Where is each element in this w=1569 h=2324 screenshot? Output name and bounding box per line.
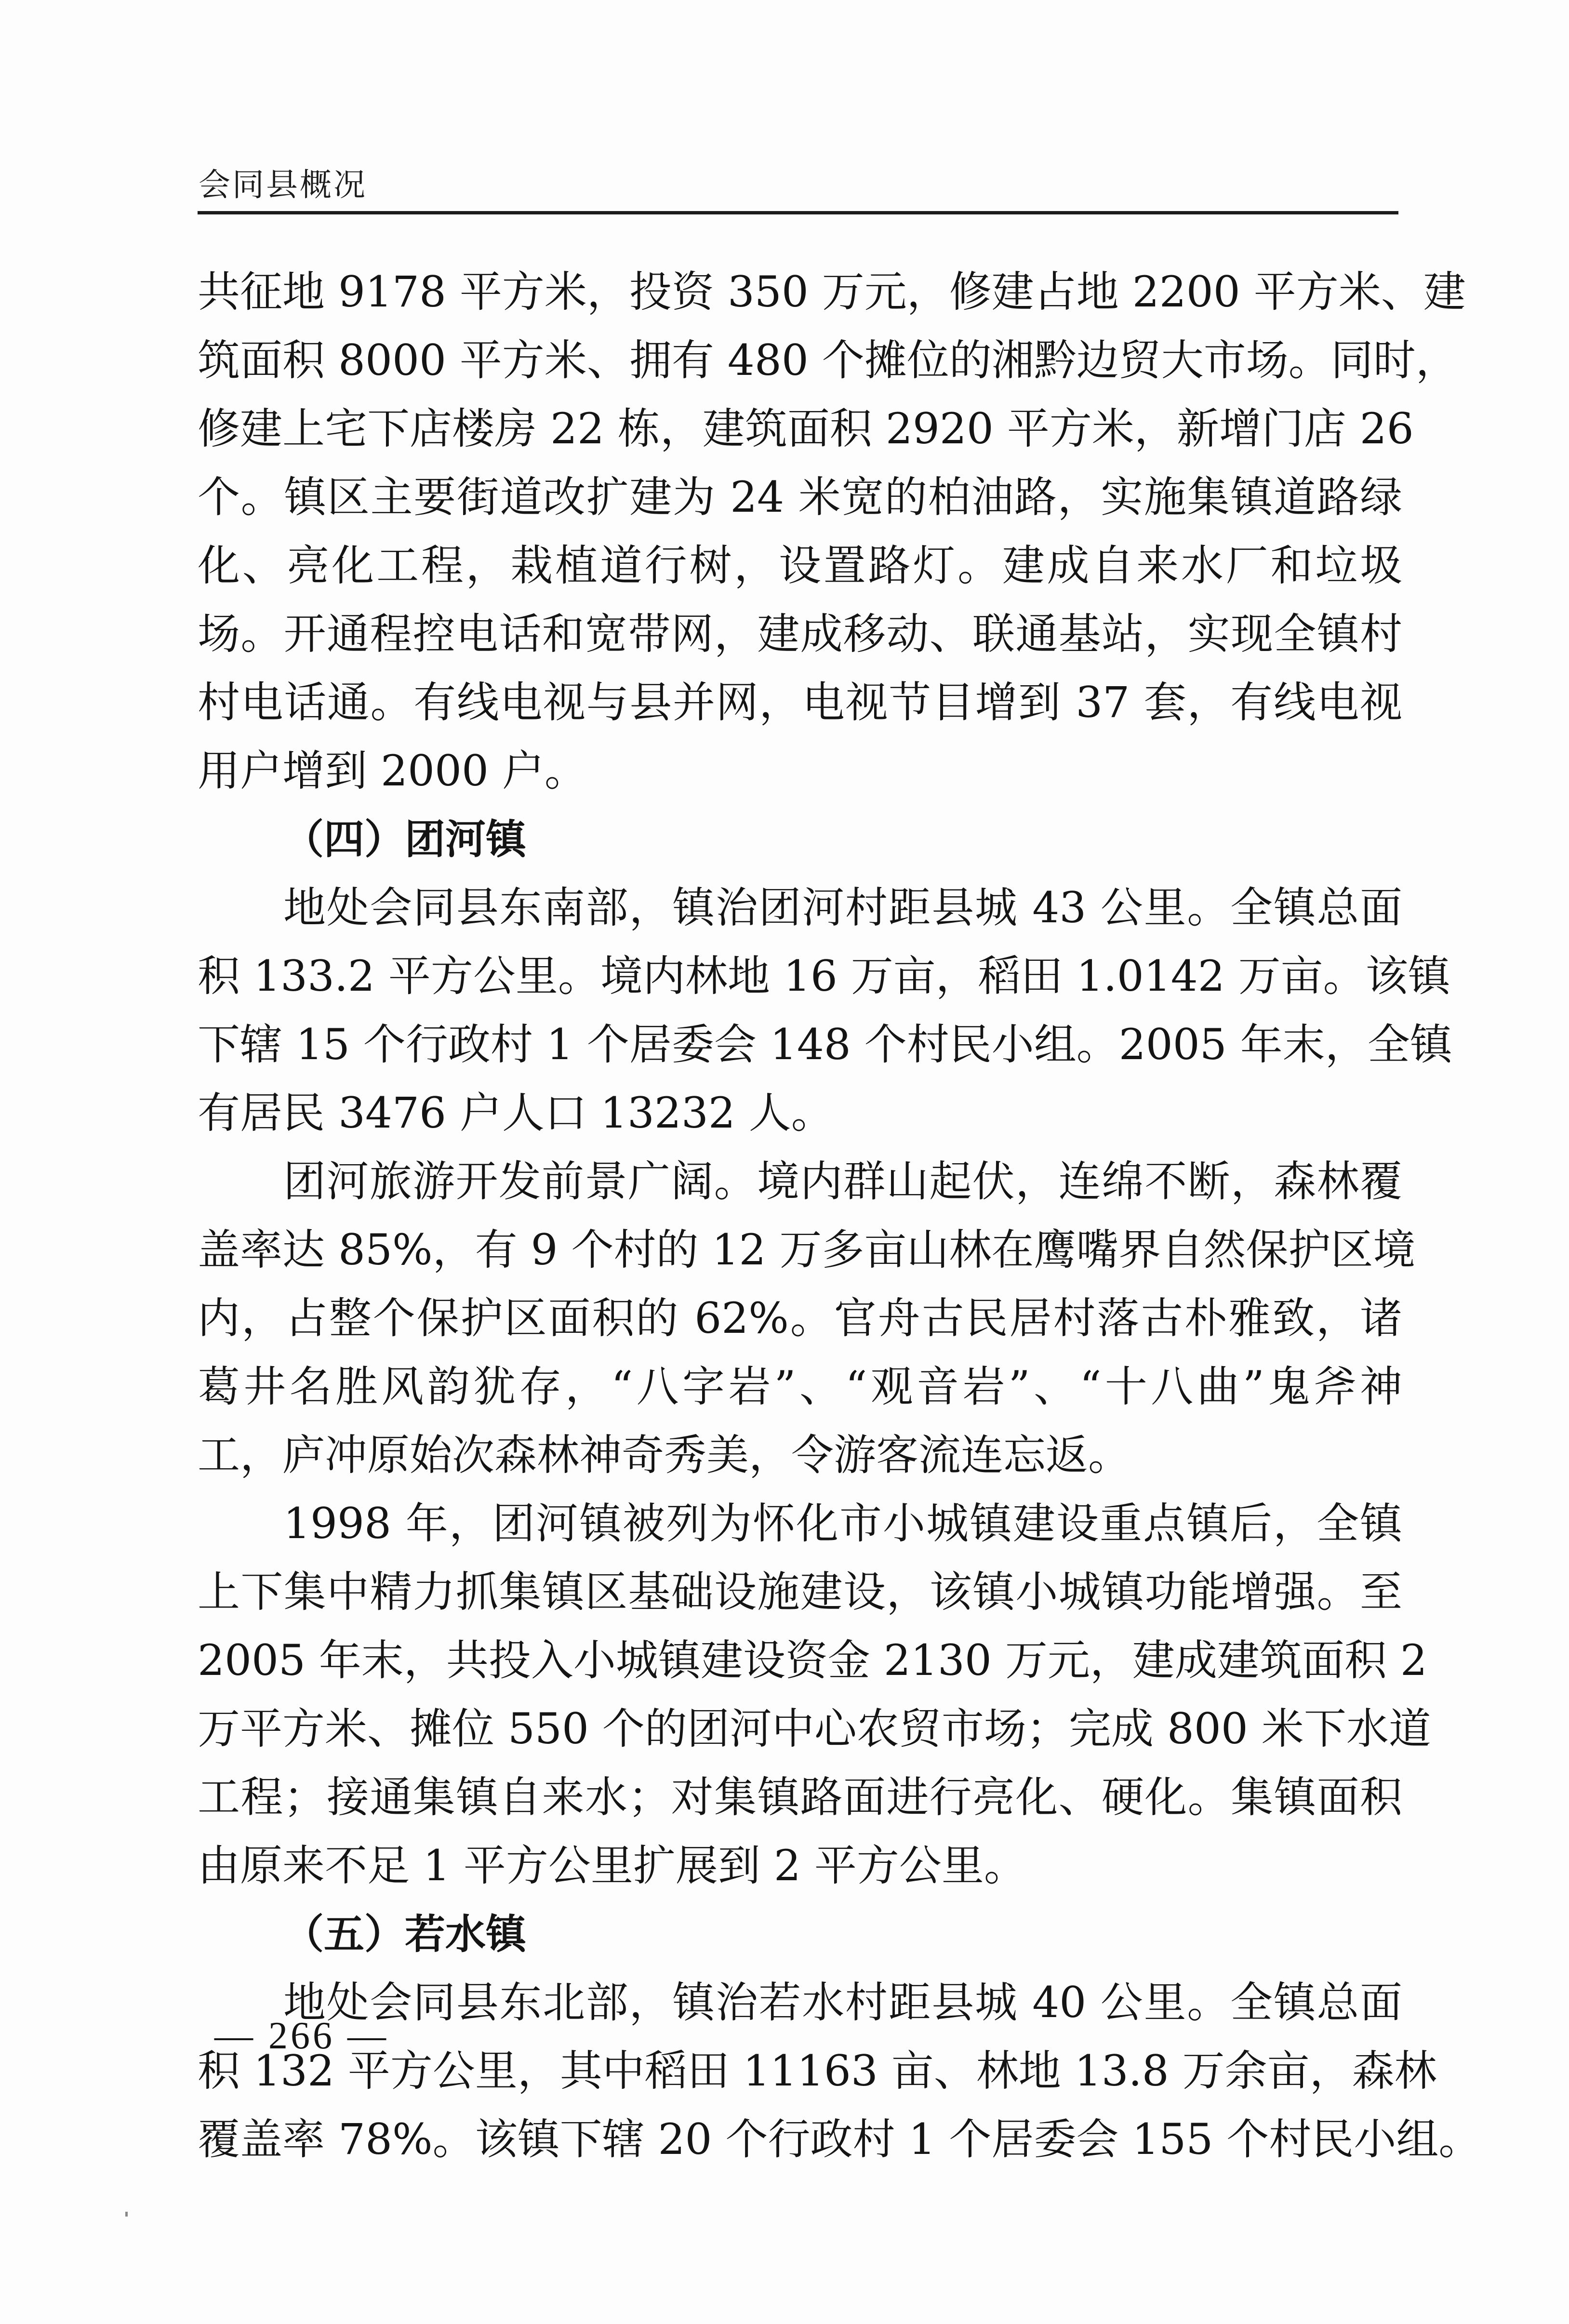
text-line: 由原来不足 1 平方公里扩展到 2 平方公里。: [198, 1841, 1026, 1890]
text-line: 盖率达 85%，有 9 个村的 12 万多亩山林在鹰嘴界自然保护区境: [198, 1225, 1416, 1275]
text-line: 工程；接通集镇自来水；对集镇路面进行亮化、硬化。集镇面积: [198, 1772, 1402, 1822]
section-heading-tuanhe: （四）团河镇: [283, 816, 527, 863]
text-line: 1998 年，团河镇被列为怀化市小城镇建设重点镇后，全镇: [283, 1499, 1402, 1548]
scan-speck: [125, 2212, 128, 2217]
text-line: 个。镇区主要街道改扩建为 24 米宽的柏油路，实施集镇道路绿: [198, 472, 1402, 522]
text-line: 地处会同县东南部，镇治团河村距县城 43 公里。全镇总面: [283, 883, 1402, 932]
text-line: 筑面积 8000 平方米、拥有 480 个摊位的湘黔边贸大市场。同时，: [198, 335, 1458, 385]
body-text: [198, 258, 1481, 2174]
text-line: 村电话通。有线电视与县并网，电视节目增到 37 套，有线电视: [198, 677, 1402, 727]
text-line: 积 132 平方公里，其中稻田 11163 亩、林地 13.8 万余亩，森林: [198, 2046, 1437, 2096]
text-line: 化、亮化工程，栽植道行树，设置路灯。建成自来水厂和垃圾: [198, 541, 1402, 590]
text-line: 上下集中精力抓集镇区基础设施建设，该镇小城镇功能增强。至: [198, 1567, 1402, 1617]
text-line: 共征地 9178 平方米，投资 350 万元，修建占地 2200 平方米、建: [198, 267, 1466, 317]
text-line: 修建上宅下店楼房 22 栋，建筑面积 2920 平方米，新增门店 26: [198, 404, 1414, 453]
header-rule: [198, 211, 1398, 214]
section-heading-ruoshui: （五）若水镇: [283, 1911, 527, 1958]
text-line: 有居民 3476 户人口 13232 人。: [198, 1088, 834, 1138]
text-line: 内，占整个保护区面积的 62%。官舟古民居村落古朴雅致，诸: [198, 1293, 1402, 1343]
text-line: 场。开通程控电话和宽带网，建成移动、联通基站，实现全镇村: [198, 609, 1402, 659]
text-line: 积 133.2 平方公里。境内林地 16 万亩，稻田 1.0142 万亩。该镇: [198, 951, 1450, 1001]
running-header: 会同县概况: [199, 166, 367, 203]
text-line: 工，庐冲原始次森林神奇秀美，令游客流连忘返。: [198, 1430, 1131, 1480]
text-line: 地处会同县东北部，镇治若水村距县城 40 公里。全镇总面: [283, 1978, 1402, 2027]
text-line: 2005 年末，共投入小城镇建设资金 2130 万元，建成建筑面积 2: [198, 1635, 1427, 1685]
text-line: 下辖 15 个行政村 1 个居委会 148 个村民小组。2005 年末，全镇: [198, 1020, 1452, 1069]
text-line: 葛井名胜风韵犹存，“八字岩”、“观音岩”、“十八曲”鬼斧神: [198, 1362, 1402, 1411]
page-number: — 266 —: [214, 2015, 389, 2057]
text-line: 用户增到 2000 户。: [198, 746, 587, 796]
text-line: 覆盖率 78%。该镇下辖 20 个行政村 1 个居委会 155 个村民小组。: [198, 2114, 1481, 2164]
text-line: 万平方米、摊位 550 个的团河中心农贸市场；完成 800 米下水道: [198, 1704, 1431, 1753]
text-line: 团河旅游开发前景广阔。境内群山起伏，连绵不断，森林覆: [283, 1156, 1402, 1206]
